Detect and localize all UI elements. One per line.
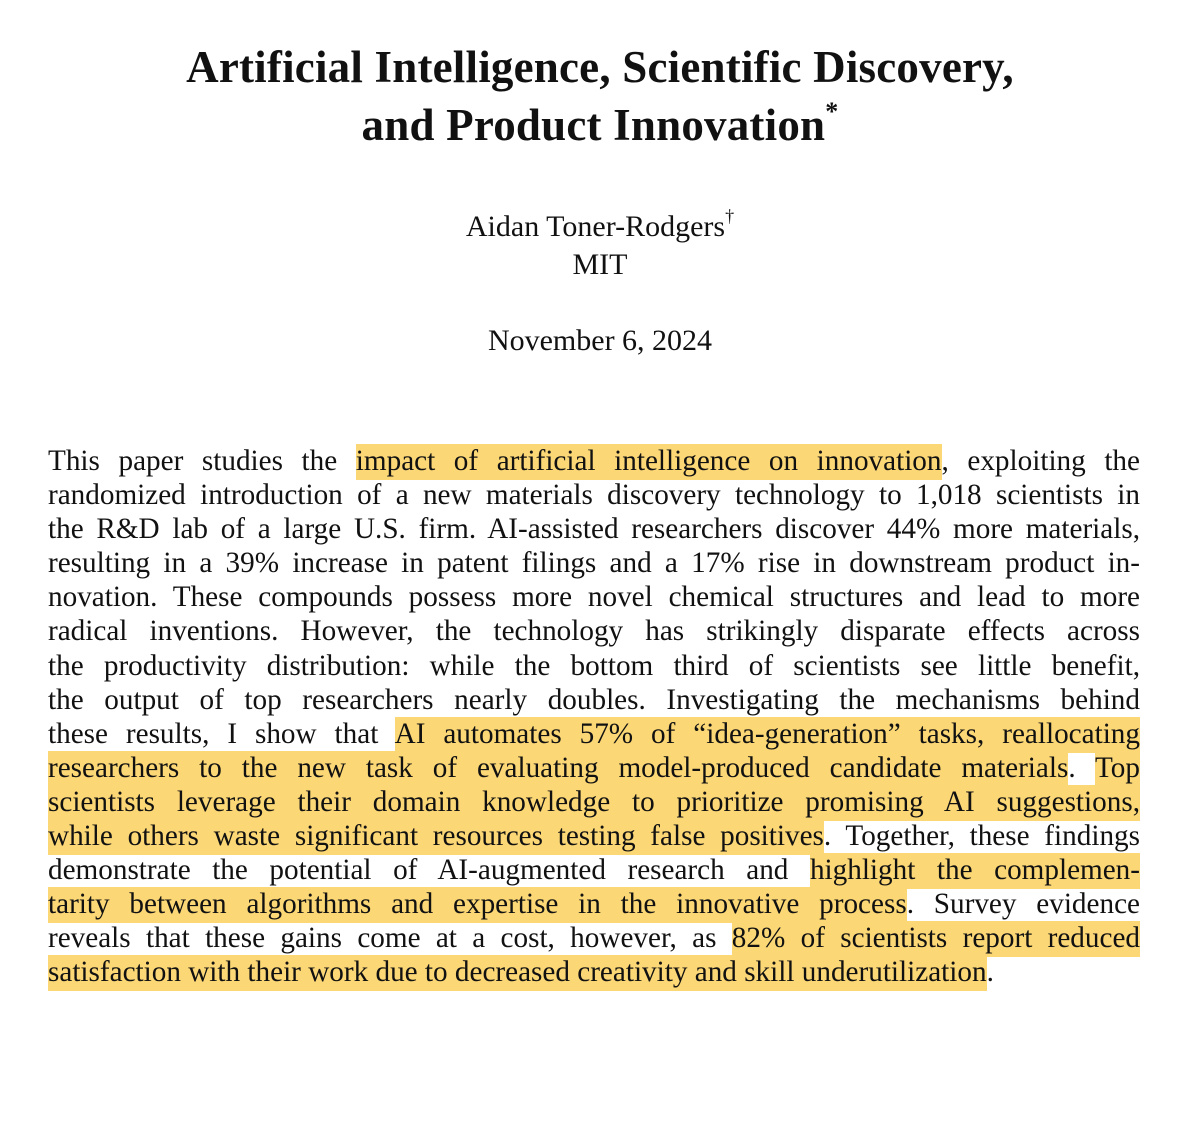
abstract-line <box>48 921 1140 955</box>
abstract-text: the R&D lab of a large U.S. firm. AI-assisted researchers discover 44% more materials, <box>48 513 1140 546</box>
title-line-2: and Product Innovation <box>361 100 826 150</box>
highlighted-text: 82% of scientists report reduced <box>732 921 1140 957</box>
author-block <box>0 208 1200 284</box>
abstract-line <box>48 887 1140 921</box>
author-name: Aidan Toner-Rodgers <box>465 210 726 243</box>
abstract-line <box>48 512 1140 546</box>
abstract-line <box>48 955 1140 989</box>
highlighted-text: impact of artificial intelligence on innovation <box>356 444 942 480</box>
highlighted-text: Top <box>1095 751 1140 787</box>
highlighted-text: researchers to the new task of evaluating model-produced candidate materials <box>48 751 1068 787</box>
abstract-text: the output of top researchers nearly doubles. Investigating the mechanisms behind <box>48 683 1140 716</box>
paper-date: November 6, 2024 <box>487 324 713 357</box>
highlighted-text: highlight the complemen- <box>810 853 1140 889</box>
abstract-line <box>48 444 1140 478</box>
abstract-text: randomized introduction of a new materials discovery technology to 1,018 scientists in <box>48 479 1140 512</box>
abstract-line <box>48 580 1140 614</box>
abstract-text: This paper studies the <box>48 445 356 477</box>
abstract-text: demonstrate the potential of AI-augmented research and <box>48 854 810 887</box>
abstract-line <box>48 478 1140 512</box>
title-line-1: Artificial Intelligence, Scientific Discovery, <box>186 42 1014 92</box>
highlighted-text: while others waste significant resources testing false positives <box>48 819 824 855</box>
highlighted-text: scientists leverage their domain knowledge to prioritize promising AI suggestions, <box>48 785 1140 821</box>
highlighted-text: AI automates 57% of “idea-generation” tasks, reallocating <box>395 717 1140 753</box>
title-footnote-mark: * <box>825 97 839 126</box>
abstract-text: . Survey evidence <box>906 888 1140 921</box>
highlighted-text: satisfaction with their work due to decreased creativity and skill underutilization <box>48 955 987 991</box>
abstract-line <box>48 785 1140 819</box>
abstract-text: resulting in a 39% increase in patent filings and a 17% rise in downstream product in- <box>48 547 1140 580</box>
author-footnote-mark: † <box>725 206 735 226</box>
author-affiliation: MIT <box>572 248 628 281</box>
abstract-line <box>48 819 1140 853</box>
abstract-text: radical inventions. However, the technology has strikingly disparate effects across <box>48 615 1140 648</box>
abstract-text: , exploiting the <box>941 445 1140 477</box>
abstract-line <box>48 751 1140 785</box>
paper-title <box>0 38 1200 154</box>
abstract-line <box>48 649 1140 683</box>
abstract-text: novation. These compounds possess more novel chemical structures and lead to more <box>48 581 1140 614</box>
abstract-text: reveals that these gains come at a cost, however, as <box>48 922 732 955</box>
abstract-text: . Together, these findings <box>823 820 1140 853</box>
abstract-line <box>48 717 1140 751</box>
abstract-line <box>48 546 1140 580</box>
abstract-line <box>48 614 1140 648</box>
abstract-text: . <box>1068 751 1096 784</box>
abstract-text: . <box>986 956 994 989</box>
abstract-line <box>48 683 1140 717</box>
abstract-text: the productivity distribution: while the bottom third of scientists see little benefit, <box>48 649 1140 682</box>
highlighted-text: tarity between algorithms and expertise in the innovative process <box>48 887 907 923</box>
abstract-line <box>48 853 1140 887</box>
abstract-text: these results, I show that <box>48 717 395 750</box>
abstract <box>48 444 1140 990</box>
